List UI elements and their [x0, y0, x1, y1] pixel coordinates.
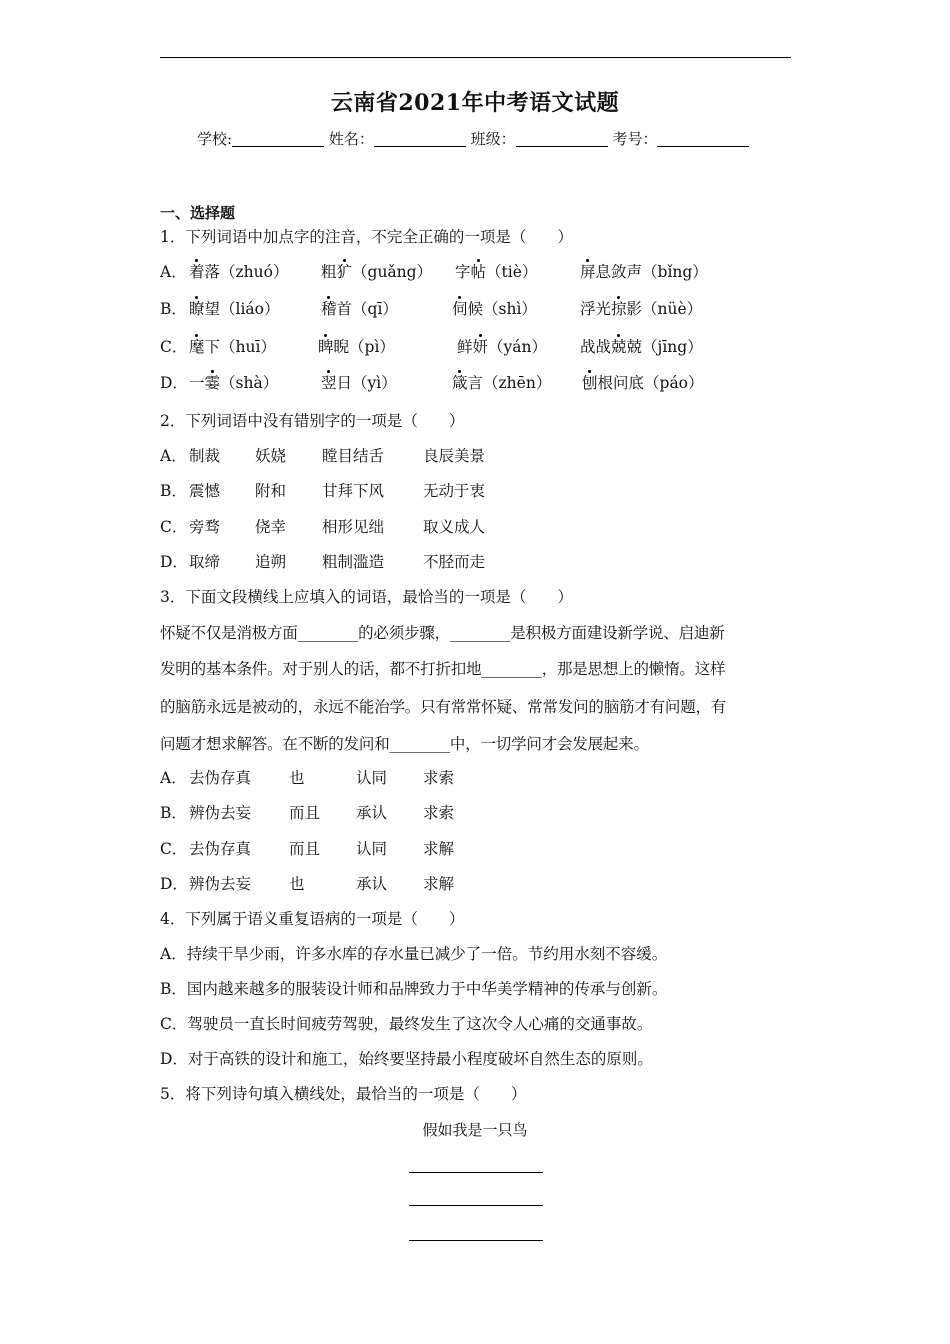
- school-label: 学校:: [197, 130, 233, 148]
- q2-word: 相形见绌: [322, 518, 385, 536]
- q3-option-label: B．: [160, 804, 187, 822]
- fill-blank-line[interactable]: [409, 1205, 543, 1206]
- class-label: 班级：: [470, 130, 516, 148]
- fill-blank-line[interactable]: [409, 1172, 543, 1173]
- q3-passage-line: 的脑筋永远是被动的，永远不能治学。只有常常怀疑、常常发问的脑筋才有问题，有: [160, 698, 727, 716]
- emphasis-dot-char: 翌: [321, 374, 337, 392]
- q3-word: 求索: [423, 769, 455, 787]
- q3-word: 辨伪去妄: [189, 875, 252, 893]
- q2-word: 取缔: [189, 553, 221, 571]
- q2-word: 瞠目结舌: [322, 447, 385, 465]
- q1-d-word-4: 刨根问底（páo）: [582, 374, 704, 392]
- student-info-line: [197, 128, 749, 149]
- q1-a-word-4: 屏息敛声（bǐng）: [580, 263, 708, 281]
- q3-option-label: D．: [160, 875, 188, 893]
- q3-word: 求解: [423, 875, 455, 893]
- q3-word: 认同: [356, 840, 388, 858]
- q2-word: 甘拜下风: [322, 482, 385, 500]
- q1-a-word-3: 字帖（tiè）: [455, 263, 538, 281]
- q4-option-c: C．驾驶员一直长时间疲劳驾驶，最终发生了这次令人心痛的交通事故。: [160, 1015, 653, 1033]
- q1-b-word-4: 浮光掠影（nüè）: [580, 300, 703, 318]
- q3-word: 认同: [356, 769, 388, 787]
- q1-option-c-label: C．: [160, 338, 188, 356]
- q2-word: 制裁: [189, 447, 221, 465]
- exam-number-label: 考号：: [612, 130, 658, 148]
- q2-word: 不胫而走: [423, 553, 486, 571]
- q2-word: 追朔: [255, 553, 287, 571]
- q3-word: 也: [289, 875, 305, 893]
- q3-word: 而且: [289, 804, 321, 822]
- q3-passage-line: 发明的基本条件。对于别人的话，都不打折扣地________，那是思想上的懒惰。这样: [160, 660, 726, 678]
- q1-c-word-1: 麾下（huī）: [189, 338, 276, 356]
- q2-option-label: D．: [160, 553, 188, 571]
- question-5-stem: 5．将下列诗句填入横线处，最恰当的一项是（ ）: [160, 1085, 527, 1103]
- emphasis-dot-char: 犷: [336, 263, 353, 281]
- q1-c-word-4: 战战兢兢（jīng）: [580, 338, 703, 356]
- q1-d-word-3: 箴言（zhēn）: [452, 374, 552, 392]
- q3-word: 承认: [356, 875, 388, 893]
- q2-word: 良辰美景: [423, 447, 486, 465]
- emphasis-dot-char: 睥: [318, 338, 334, 356]
- name-blank[interactable]: [374, 132, 466, 147]
- name-label: 姓名：: [328, 130, 374, 148]
- q4-option-a: A．持续干旱少雨，许多水库的存水量已减少了一倍。节约用水刻不容缓。: [160, 945, 668, 963]
- q1-d-word-2: 翌日（yì）: [321, 374, 397, 392]
- school-blank[interactable]: [232, 132, 324, 147]
- q1-b-word-3: 伺候（shì）: [452, 300, 537, 318]
- q2-option-label: C．: [160, 518, 188, 536]
- emphasis-dot-char: 箴: [452, 374, 468, 392]
- q2-word: 附和: [255, 482, 287, 500]
- fill-blank-line[interactable]: [409, 1240, 543, 1241]
- q2-word: 妖娆: [255, 447, 287, 465]
- emphasis-dot-char: 兢: [611, 338, 627, 356]
- q1-option-d-label: D．: [160, 374, 188, 392]
- q1-c-word-3: 鲜妍（yán）: [457, 338, 548, 356]
- q3-word: 也: [289, 769, 305, 787]
- q3-option-label: A．: [160, 769, 187, 787]
- emphasis-dot-char: 掠: [611, 300, 627, 318]
- emphasis-dot-char: 稽: [321, 300, 337, 318]
- emphasis-dot-char: 霎: [204, 374, 221, 392]
- q3-word: 辨伪去妄: [189, 804, 252, 822]
- question-3-stem: 3．下面文段横线上应填入的词语，最恰当的一项是（ ）: [160, 588, 573, 606]
- q3-option-label: C．: [160, 840, 188, 858]
- question-1-stem: 1．下列词语中加点字的注音，不完全正确的一项是（ ）: [160, 228, 573, 246]
- q1-a-word-1: 着落（zhuó）: [189, 263, 289, 281]
- q3-word: 而且: [289, 840, 321, 858]
- q1-option-b-label: B．: [160, 300, 187, 318]
- q2-option-label: B．: [160, 482, 187, 500]
- q3-word: 求解: [423, 840, 455, 858]
- class-blank[interactable]: [516, 132, 608, 147]
- question-4-stem: 4．下列属于语义重复语病的一项是（ ）: [160, 910, 465, 928]
- emphasis-dot-char: 瞭: [189, 300, 205, 318]
- q4-option-b: B．国内越来越多的服装设计师和品牌致力于中华美学精神的传承与创新。: [160, 980, 668, 998]
- emphasis-dot-char: 着: [189, 263, 205, 281]
- q2-word: 侥幸: [255, 518, 287, 536]
- emphasis-dot-char: 帖: [470, 263, 487, 281]
- q3-passage-line: 怀疑不仅是消极方面________的必须步骤，________是积极方面建设新学说、启迪新: [160, 624, 725, 642]
- q3-passage-line: 问题才想求解答。在不断的发问和________中，一切学问才会发展起来。: [160, 735, 649, 753]
- section-heading: 一、选择题: [160, 204, 236, 222]
- q2-word: 旁骛: [189, 518, 221, 536]
- q1-b-word-2: 稽首（qī）: [321, 300, 398, 318]
- poem-title: 假如我是一只鸟: [422, 1121, 528, 1139]
- q2-word: 震憾: [189, 482, 221, 500]
- q2-option-label: A．: [160, 447, 187, 465]
- emphasis-dot-char: 屏: [580, 263, 596, 281]
- emphasis-dot-char: 刨: [582, 374, 598, 392]
- q2-word: 取义成人: [423, 518, 486, 536]
- q3-word: 求索: [423, 804, 455, 822]
- emphasis-dot-char: 伺: [452, 300, 468, 318]
- q2-word: 无动于衷: [423, 482, 486, 500]
- exam-number-blank[interactable]: [657, 132, 749, 147]
- q2-word: 粗制滥造: [322, 553, 385, 571]
- page-title: 云南省2021年中考语文试题: [330, 90, 620, 116]
- q4-option-d: D．对于高铁的设计和施工，始终要坚持最小程度破坏自然生态的原则。: [160, 1050, 653, 1068]
- q1-option-a-label: A．: [160, 263, 187, 281]
- emphasis-dot-char: 妍: [472, 338, 489, 356]
- q1-b-word-1: 瞭望（liáo）: [189, 300, 280, 318]
- q1-d-word-1: 一霎（shà）: [189, 374, 279, 392]
- q1-c-word-2: 睥睨（pì）: [318, 338, 395, 356]
- q1-a-word-2: 粗犷（guǎng）: [321, 263, 433, 281]
- question-2-stem: 2．下列词语中没有错别字的一项是（ ）: [160, 412, 465, 430]
- q3-word: 去伪存真: [189, 840, 252, 858]
- q3-word: 承认: [356, 804, 388, 822]
- q3-word: 去伪存真: [189, 769, 252, 787]
- header-rule: [160, 57, 791, 58]
- emphasis-dot-char: 麾: [189, 338, 205, 356]
